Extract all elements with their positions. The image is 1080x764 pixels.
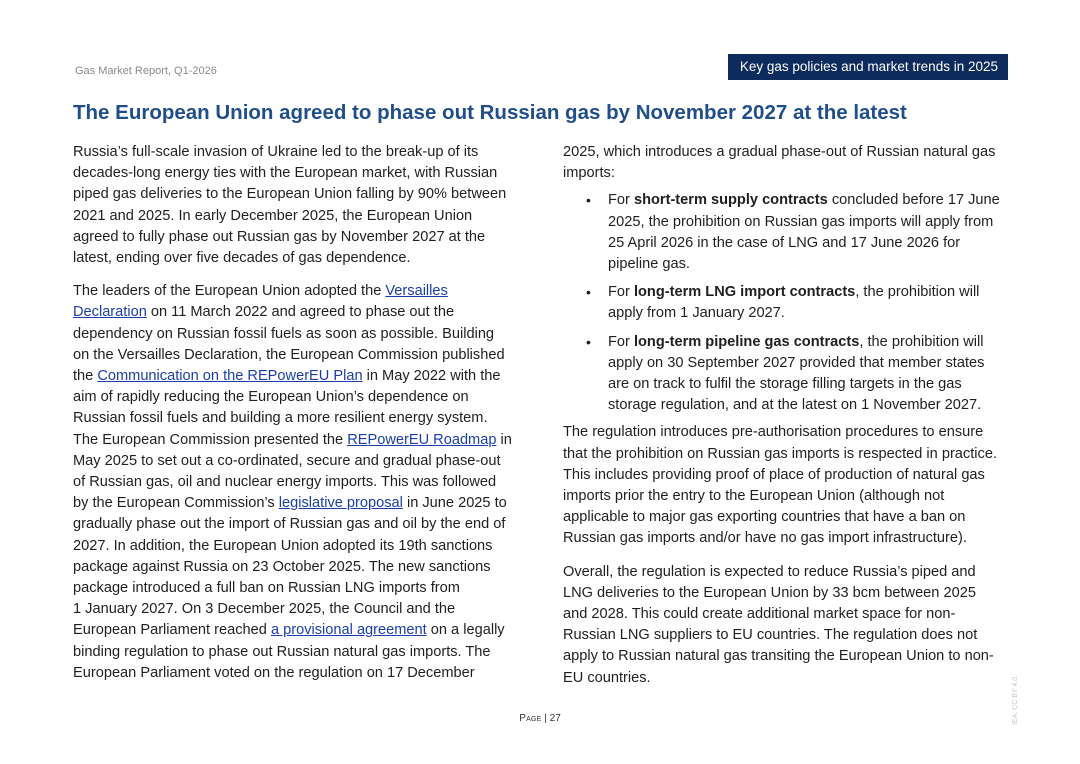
bullet-long-term-lng-contracts	[563, 282, 1013, 324]
page-title: The European Union agreed to phase out Russian gas by November 2027 at the latest	[73, 101, 907, 124]
text-line	[73, 493, 523, 514]
versailles-declaration-link-cont[interactable]: Declaration	[73, 304, 147, 321]
text-line	[73, 281, 523, 302]
text-segment: in June 2025 to	[402, 495, 507, 512]
text-segment: The European Commission presented the	[73, 431, 348, 448]
contract-bullet-list	[563, 190, 1013, 416]
paragraph-intro	[73, 142, 523, 269]
text-line	[608, 332, 1013, 353]
text-segment: on 11 March 2022 and agreed to phase out the	[146, 304, 455, 321]
license-watermark: IEA. CC BY 4.0.	[1012, 674, 1019, 725]
text-line: EU countries.	[563, 669, 651, 686]
text-line: LNG deliveries to the European Union by 33 bcm between 2025	[563, 584, 976, 601]
left-column	[73, 142, 523, 684]
text-line: agreed to fully phase out Russian gas by November 2027 at the	[73, 228, 486, 245]
text-line	[73, 302, 523, 323]
bold-term: long-term LNG import contracts	[633, 284, 856, 301]
section-tag: Key gas policies and market trends in 2025	[728, 54, 1008, 80]
text-line: 2021 and 2025. In early December 2025, the European Union	[73, 207, 473, 224]
text-line: 2027. In addition, the European Union adopted its 19th sanctions	[73, 537, 493, 554]
text-line: Russian LNG suppliers to EU countries. The regulation does not	[563, 627, 978, 644]
text-line: that the prohibition on Russian gas imports is respected in practice.	[563, 445, 997, 462]
bullet-short-term-contracts	[563, 190, 1013, 275]
repowereu-roadmap-link[interactable]: REPowerEU Roadmap	[347, 431, 497, 448]
page-footer	[0, 713, 1080, 724]
paragraph-overall-impact	[563, 562, 1013, 689]
text-line: latest, ending over five decades of gas dependence.	[73, 250, 411, 267]
text-line: Russian fossil fuels and building a more resilient energy system.	[73, 410, 488, 427]
versailles-declaration-link[interactable]: Versailles	[385, 283, 448, 300]
paragraph-policy-history	[73, 281, 523, 684]
text-line: Russian gas imports and/or have no gas import infrastructure).	[563, 530, 967, 547]
provisional-agreement-link[interactable]: a provisional agreement	[270, 622, 427, 639]
text-line: apply on 30 September 2027 provided that member states	[608, 354, 985, 371]
text-segment: For	[608, 333, 634, 350]
text-line: aim of rapidly reducing the European Union’s dependence on	[73, 389, 469, 406]
text-line: and 2028. This could create additional market space for non-	[563, 606, 956, 623]
bold-term: long-term pipeline gas contracts	[633, 333, 860, 350]
paragraph-regulation-intro	[563, 142, 1013, 184]
text-segment: The leaders of the European Union adopted the	[73, 283, 386, 300]
text-line: applicable to major gas exporting countries that have a ban on	[563, 509, 966, 526]
text-line: Overall, the regulation is expected to reduce Russia’s piped and	[563, 563, 976, 580]
text-segment: concluded before 17 June	[827, 192, 1000, 209]
repowereu-plan-link[interactable]: Communication on the REPowerEU Plan	[97, 368, 363, 385]
bullet-icon: •	[586, 333, 591, 350]
text-segment: in	[496, 431, 512, 448]
text-line: The regulation introduces pre-authorisation procedures to ensure	[563, 424, 984, 441]
legislative-proposal-link[interactable]: legislative proposal	[278, 495, 403, 512]
text-line: European Parliament voted on the regulation on 17 December	[73, 664, 475, 681]
text-segment: European Parliament reached	[73, 622, 271, 639]
text-line	[73, 620, 523, 641]
text-line	[73, 366, 523, 387]
text-line: decades-long energy ties with the European market, with Russian	[73, 165, 498, 182]
text-line: gradually phase out the import of Russian gas and oil by the end of	[73, 516, 506, 533]
page-separator: |	[541, 713, 550, 724]
text-line: imports:	[563, 165, 615, 182]
text-line: package introduced a full ban on Russian LNG imports from	[73, 580, 460, 597]
text-segment: , the prohibition will	[859, 333, 984, 350]
text-segment: , the prohibition will	[855, 284, 980, 301]
bullet-long-term-pipeline-contracts	[563, 332, 1013, 417]
text-line	[608, 282, 1013, 303]
bullet-icon: •	[586, 284, 591, 301]
bullet-icon: •	[586, 192, 591, 209]
text-line	[608, 190, 1013, 211]
text-line: dependency on Russian fossil fuels as soon as possible. Building	[73, 325, 495, 342]
text-line: package against Russia on 23 October 2025. The new sanctions	[73, 558, 491, 575]
bold-term: short-term supply contracts	[633, 192, 828, 209]
page-number: 27	[549, 713, 561, 724]
text-line: of Russian gas, oil and nuclear energy imports. This was followed	[73, 474, 497, 491]
text-line: binding regulation to phase out Russian natural gas imports. The	[73, 643, 491, 660]
report-name: Gas Market Report, Q1-2026	[75, 65, 217, 77]
text-line: 2025, the prohibition on Russian gas imports will apply from	[608, 213, 994, 230]
text-line: 2025, which introduces a gradual phase-out of Russian natural gas	[563, 144, 996, 160]
text-line: 1 January 2027. On 3 December 2025, the Council and the	[73, 601, 456, 618]
paragraph-pre-authorisation	[563, 422, 1013, 549]
text-line: May 2025 to set out a co-ordinated, secure and gradual phase-out	[73, 452, 501, 469]
text-line: imports prior the entry to the European Union (although not	[563, 488, 945, 505]
text-segment: For	[608, 284, 634, 301]
text-line	[73, 430, 523, 451]
text-segment: in May 2022 with the	[362, 368, 501, 385]
text-line: storage regulation, and at the latest on 1 November 2027.	[608, 397, 982, 414]
right-column	[563, 142, 1013, 689]
text-line: piped gas deliveries to the European Union falling by 90% between	[73, 186, 507, 203]
text-line: are on track to fulfil the storage filling targets in the gas	[608, 376, 962, 393]
text-line: pipeline gas.	[608, 256, 690, 273]
text-line: on the Versailles Declaration, the European Commission published	[73, 346, 505, 363]
text-segment: on a legally	[426, 622, 505, 639]
text-line: This includes providing proof of place of production of natural gas	[563, 466, 985, 483]
text-line: 25 April 2026 in the case of LNG and 17 June 2026 for	[608, 234, 961, 251]
text-segment: the	[73, 368, 98, 385]
text-line: apply from 1 January 2027.	[608, 305, 785, 322]
text-line: apply to Russian natural gas transiting the European Union to non-	[563, 648, 994, 665]
text-segment: For	[608, 192, 634, 209]
text-line: Russia’s full-scale invasion of Ukraine led to the break-up of its	[73, 144, 479, 160]
page-label: Page	[519, 713, 542, 724]
text-segment: by the European Commission’s	[73, 495, 279, 512]
